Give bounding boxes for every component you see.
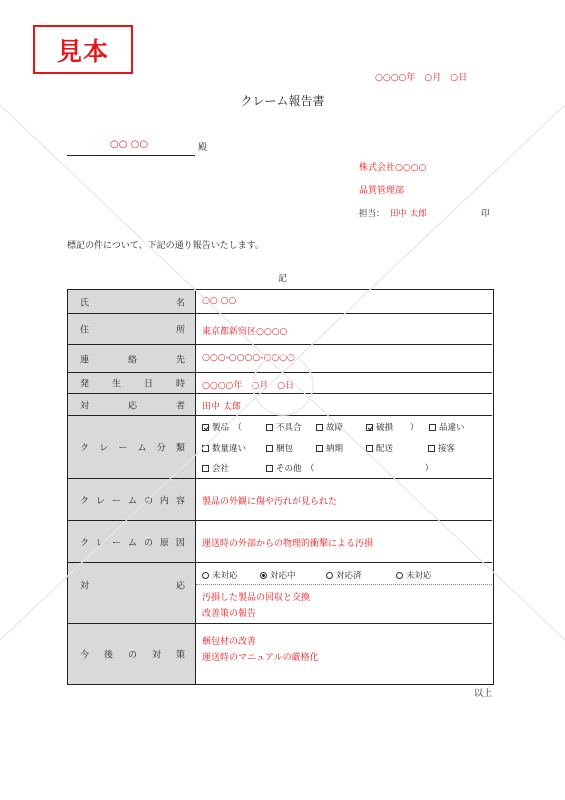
row-label — [68, 314, 196, 344]
checkbox-icon[interactable] — [366, 445, 373, 452]
category-option — [410, 421, 419, 433]
contact-value: ○○○-○○○○-○○○○ — [202, 353, 295, 363]
sender-department: 品質管理部 — [359, 186, 405, 196]
category-option — [366, 421, 393, 433]
label-char: レ — [95, 538, 105, 548]
radio-icon[interactable] — [326, 572, 333, 579]
radio-icon[interactable] — [396, 572, 403, 579]
category-option-label: 接客 — [438, 444, 456, 454]
label-char: ム — [127, 496, 137, 506]
checkbox-icon[interactable] — [202, 445, 209, 452]
table-row — [68, 345, 492, 373]
response-status-option — [326, 569, 362, 581]
radio-icon[interactable] — [202, 572, 209, 579]
label-char: 者 — [175, 401, 185, 411]
checkbox-icon[interactable] — [316, 424, 323, 431]
future-line-1: 梱包材の改善 — [202, 637, 257, 647]
sender-company: 株式会社○○○○ — [359, 163, 427, 173]
category-option — [428, 442, 455, 454]
closing-text: 以上 — [474, 689, 493, 699]
intro-text: 標記の件について、下記の通り報告いたします。 — [67, 241, 264, 251]
category-option-label: 会社 — [212, 464, 230, 474]
row-label — [68, 373, 196, 393]
label-char: 住 — [80, 325, 90, 336]
label-char: 生 — [111, 379, 121, 390]
table-row — [68, 624, 492, 684]
response-status-label: 対応中 — [270, 571, 296, 581]
label-char: 先 — [175, 355, 185, 365]
label-char: 時 — [175, 379, 185, 390]
label-char: 類 — [175, 443, 185, 454]
ki-heading: 記 — [278, 274, 288, 284]
table-row — [68, 373, 492, 394]
table-row — [68, 521, 492, 563]
label-char: ー — [118, 443, 128, 454]
label-char: 原 — [159, 538, 169, 548]
label-char: レ — [95, 496, 105, 506]
label-char: 今 — [80, 650, 90, 661]
address-value: 東京都新宿区○○○○ — [202, 327, 288, 337]
label-char: レ — [99, 443, 109, 454]
category-option — [202, 421, 242, 433]
label-char: ク — [80, 496, 90, 506]
content-value: 製品の外観に傷や汚れが見られた — [202, 497, 338, 507]
label-char: 名 — [175, 298, 185, 308]
category-option-label: 品違い — [439, 423, 465, 433]
checkbox-icon[interactable] — [266, 465, 273, 472]
category-option — [316, 442, 343, 454]
category-option — [202, 442, 246, 454]
report-table — [67, 289, 494, 685]
label-char: の — [143, 496, 153, 506]
checked-checkbox-icon[interactable] — [366, 424, 373, 431]
label-char: 策 — [175, 650, 185, 661]
category-option-label: 破損 — [376, 423, 394, 433]
label-char: 容 — [175, 496, 185, 506]
category-option-label: ） — [410, 423, 419, 433]
label-char: ム — [127, 538, 137, 548]
checked-checkbox-icon[interactable] — [202, 424, 209, 431]
label-char: ー — [111, 538, 121, 548]
row-label — [68, 345, 196, 372]
category-option-label: 製品 （ — [212, 423, 242, 433]
selected-radio-icon[interactable] — [260, 572, 267, 579]
category-option — [429, 421, 465, 433]
seal-mark: 印 — [481, 209, 490, 219]
checkbox-icon[interactable] — [266, 445, 273, 452]
recipient-underline — [67, 155, 195, 156]
handler-value: 田中 太郎 — [202, 402, 241, 412]
document-date: ○○○○年 ○月 ○日 — [375, 73, 468, 83]
category-option-label: 故障 — [326, 423, 344, 433]
divider — [196, 584, 492, 585]
label-char: 後 — [103, 650, 113, 661]
row-label — [68, 290, 196, 313]
checkbox-icon[interactable] — [316, 445, 323, 452]
category-option — [266, 462, 433, 474]
label-char: の — [127, 650, 137, 661]
row-label — [68, 521, 196, 562]
table-row — [68, 314, 492, 345]
label-char: 対 — [151, 650, 161, 661]
checkbox-icon[interactable] — [429, 424, 436, 431]
label-char: の — [143, 538, 153, 548]
label-char: 応 — [127, 401, 137, 411]
table-row — [68, 563, 492, 624]
sender-person-label: 担当： — [359, 209, 385, 219]
category-option-label: 数量違い — [212, 444, 247, 454]
occurrence-date-value: ○○○○年 ○月 ○日 — [202, 381, 295, 391]
label-char: 応 — [175, 581, 185, 592]
label-char: 発 — [80, 379, 90, 390]
name-value: ○○ ○○ — [202, 296, 237, 306]
label-char: ー — [111, 496, 121, 506]
label-char: 対 — [80, 581, 90, 592]
label-char: ム — [137, 443, 147, 454]
category-option — [366, 442, 393, 454]
row-label — [68, 416, 196, 478]
row-label — [68, 394, 196, 415]
label-char: 因 — [175, 538, 185, 548]
response-status-option — [202, 569, 238, 581]
category-option — [202, 462, 229, 474]
label-char: ク — [80, 538, 90, 548]
cause-value: 運送時の外部からの物理的衝撃による汚損 — [202, 539, 374, 549]
category-option-label: 配送 — [376, 444, 394, 454]
table-row — [68, 479, 492, 521]
category-option — [266, 421, 302, 433]
category-option-label: 納期 — [326, 444, 344, 454]
label-char: 氏 — [80, 298, 90, 308]
recipient-name: ○○ ○○ — [110, 139, 149, 150]
label-char: 内 — [159, 496, 169, 506]
sender-person-name: 田中 太郎 — [390, 209, 427, 219]
checkbox-icon[interactable] — [202, 465, 209, 472]
category-option — [266, 442, 293, 454]
row-label — [68, 479, 196, 520]
label-char: 絡 — [127, 355, 137, 365]
label-char: 対 — [80, 401, 90, 411]
row-label — [68, 563, 196, 623]
table-row — [68, 416, 492, 479]
checkbox-icon[interactable] — [428, 445, 435, 452]
response-status-label: 対応済 — [336, 571, 362, 581]
category-option-label: 梱包 — [276, 444, 294, 454]
checkbox-icon[interactable] — [266, 424, 273, 431]
response-status-option — [260, 569, 296, 581]
table-row — [68, 290, 492, 314]
row-label — [68, 624, 196, 684]
label-char: 分 — [156, 443, 166, 454]
label-char: 所 — [175, 325, 185, 336]
response-status-option — [396, 569, 432, 581]
label-char: 連 — [80, 355, 90, 365]
response-status-label: 未対応 — [406, 571, 432, 581]
sample-stamp: 見本 — [33, 25, 133, 74]
response-line-2: 改善策の報告 — [202, 609, 257, 619]
label-char: 日 — [143, 379, 153, 390]
future-line-2: 運送時のマニュアルの厳格化 — [202, 653, 319, 663]
response-line-1: 汚損した製品の回収と交換 — [202, 593, 311, 603]
recipient-honorific: 殿 — [198, 143, 208, 153]
category-option-label: 不具合 — [276, 423, 302, 433]
label-char: ク — [80, 443, 90, 454]
category-option — [316, 421, 343, 433]
response-status-label: 未対応 — [212, 571, 238, 581]
document-title: クレーム報告書 — [240, 94, 325, 108]
table-row — [68, 394, 492, 416]
category-option-label: その他 （ ） — [276, 464, 434, 474]
